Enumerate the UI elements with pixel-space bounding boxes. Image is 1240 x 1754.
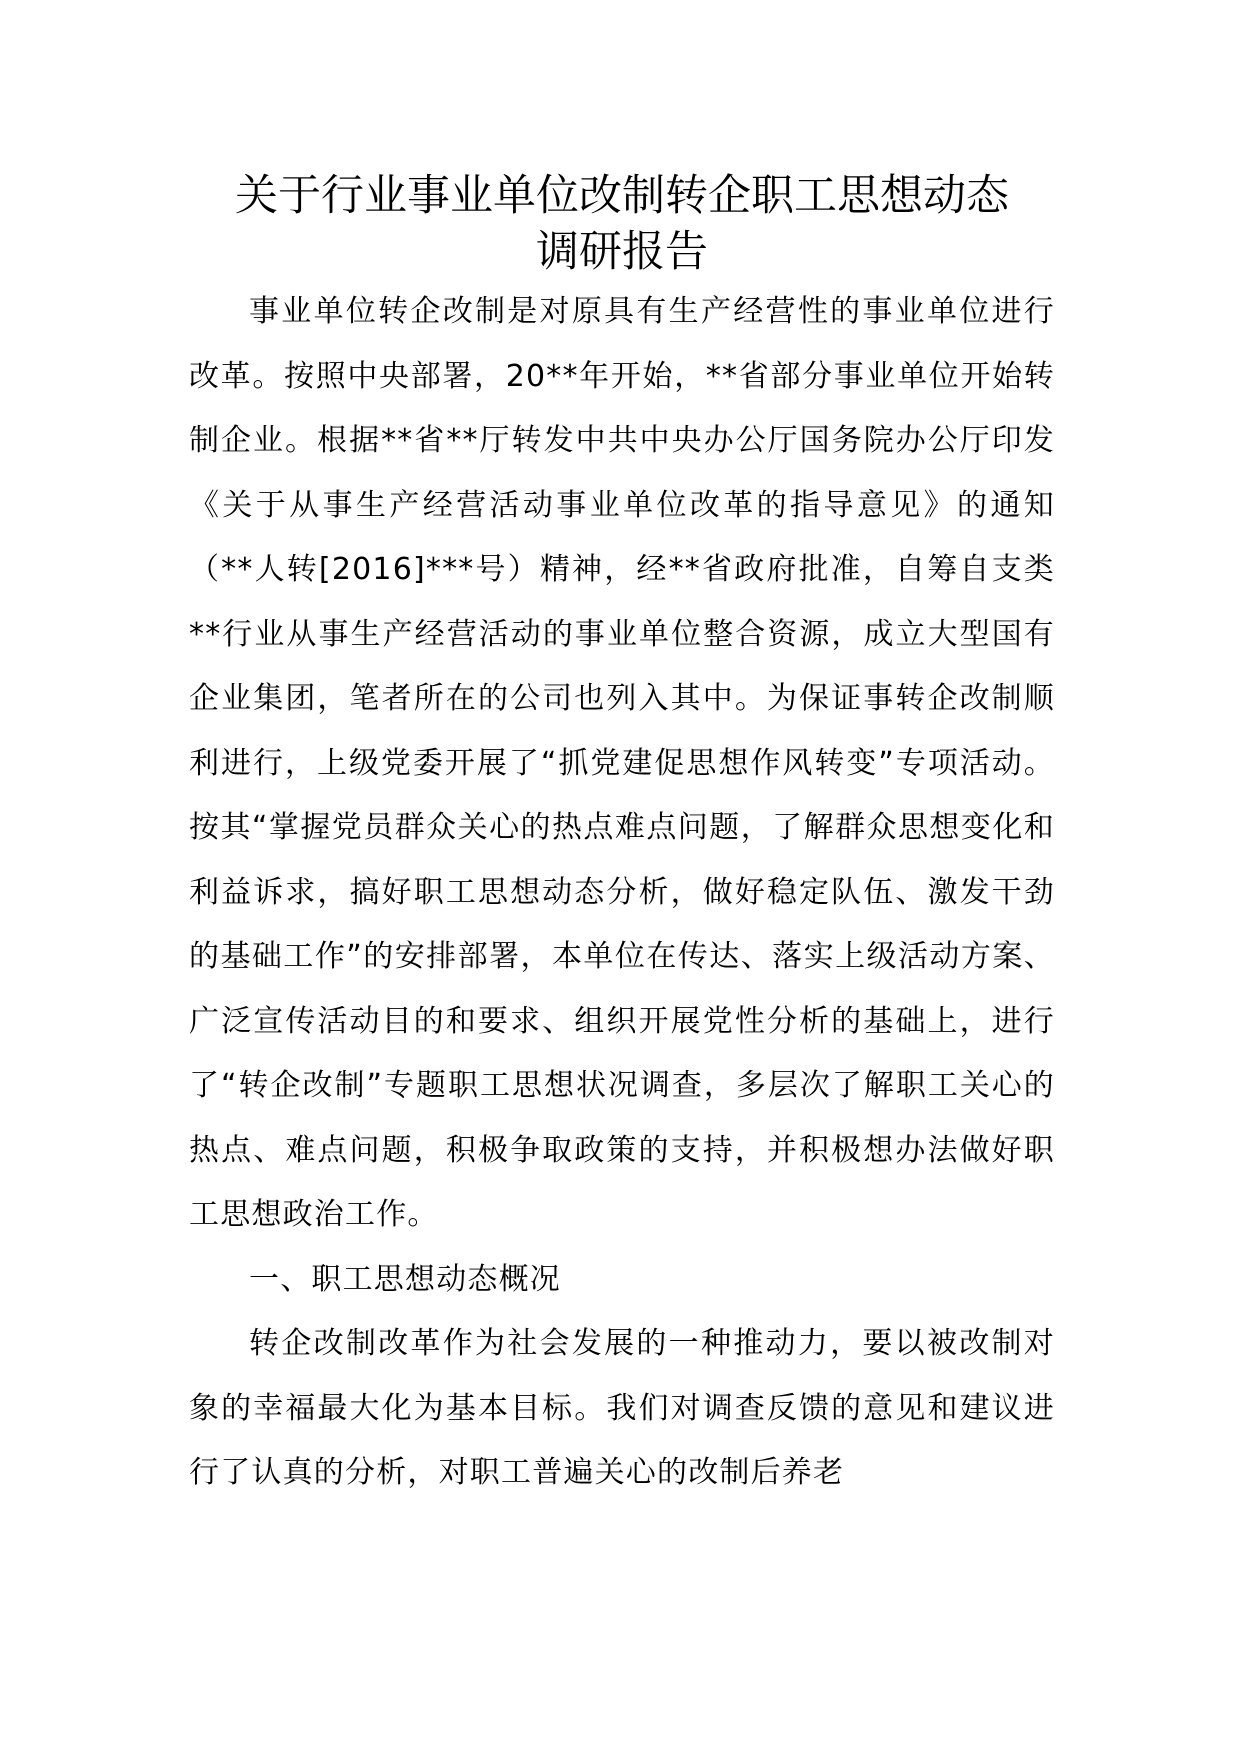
- section-heading-1: 一、职工思想动态概况: [249, 1261, 561, 1297]
- document-body: [189, 168, 1055, 1506]
- document-title-line-2: 调研报告: [536, 227, 708, 277]
- paragraph-intro: 事业单位转企改制是对原具有生产经营性的事业单位进行改革。按照中央部署，20**年开始，**省部分事业单位开始转制企业。根据**省**厅转发中共中央办公厅国务院办公厅印发《关于从事生产经营活动事业单位改革的指导意见》的通知（**人转[2016]***号）精神，经**省政府批准，自筹自支类**行业从事生产经营活动的事业单位整合资源，成立大型国有企业集团，笔者所在的公司也列入其中。为保证事转企改制顺利进行，上级党委开展了“抓党建促思想作风转变”专项活动。按其“掌握党员群众关心的热点难点问题，了解群众思想变化和利益诉求，搞好职工思想动态分析，做好稳定队伍、激发干劲的基础工作”的安排部署，本单位在传达、落实上级活动方案、广泛宣传活动目的和要求、组织开展党性分析的基础上，进行了“转企改制”专题职工思想状况调查，多层次了解职工关心的热点、难点问题，积极争取政策的支持，并积极想办法做好职工思想政治工作。: [189, 294, 1055, 1232]
- document-title: [189, 168, 1055, 280]
- document-title-line-1: 关于行业事业单位改制转企职工思想动态: [235, 171, 1009, 221]
- paragraph-section-1: 转企改制改革作为社会发展的一种推动力，要以被改制对象的幸福最大化为基本目标。我们对调查反馈的意见和建议进行了认真的分析，对职工普遍关心的改制后养老: [189, 1326, 1055, 1490]
